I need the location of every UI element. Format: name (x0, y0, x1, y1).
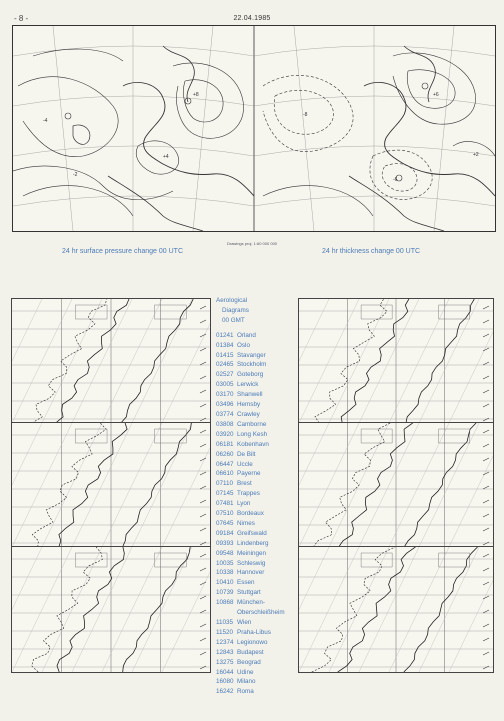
station-row (216, 598, 298, 608)
station-code: 16044 (216, 668, 234, 676)
station-name: Legionowo (237, 638, 268, 646)
station-row (216, 499, 298, 509)
station-code: 03170 (216, 391, 234, 399)
svg-text:+6: +6 (433, 92, 439, 98)
station-code: 07481 (216, 500, 234, 508)
station-row (216, 568, 298, 578)
station-row (216, 430, 298, 440)
svg-text:-2: -2 (73, 172, 78, 178)
station-row (216, 519, 298, 529)
svg-text:-4: -4 (43, 118, 48, 124)
sounding-diagram-panel (298, 298, 494, 424)
station-code: 07110 (216, 480, 234, 488)
station-code: 09393 (216, 539, 234, 547)
station-name: Nimes (237, 519, 255, 527)
list-title-line: Aerological (216, 297, 248, 304)
station-name: Schleswig (237, 559, 266, 567)
station-name: Shanwell (237, 391, 263, 399)
station-row (216, 479, 298, 489)
sounding-diagram-panel (298, 422, 494, 548)
station-name: Beograd (237, 658, 261, 666)
station-code: 02465 (216, 361, 234, 369)
station-name: Bordeaux (237, 510, 264, 518)
station-row (216, 450, 298, 460)
station-row (216, 380, 298, 390)
sounding-diagram-panel (11, 298, 211, 424)
right-map-caption: 24 hr thickness change 00 UTC (322, 248, 421, 255)
left-map-caption: 24 hr surface pressure change 00 UTC (62, 248, 184, 255)
station-name: Greifswald (237, 529, 267, 537)
synoptic-maps-graphic (13, 26, 495, 231)
station-name: Kobenhavn (237, 440, 269, 448)
station-code: 03920 (216, 430, 234, 438)
svg-text:+8: +8 (193, 92, 199, 98)
station-code: 03808 (216, 420, 234, 428)
station-row (216, 559, 298, 569)
station-row (216, 400, 298, 410)
station-row (216, 549, 298, 559)
station-code: 11035 (216, 619, 234, 626)
station-code: 10739 (216, 589, 234, 597)
station-name: Crawley (237, 410, 260, 418)
sounding-diagram-panel (11, 546, 211, 673)
station-code: 03496 (216, 401, 234, 409)
station-name: Orland (237, 331, 256, 339)
list-title-line: Diagrams (222, 306, 249, 314)
station-name: Milano (237, 678, 256, 686)
station-row (216, 677, 298, 687)
list-title-line: 00 GMT (222, 316, 245, 324)
station-code: 10868 (216, 599, 234, 607)
station-row (216, 360, 298, 370)
station-row (216, 370, 298, 380)
station-row (216, 341, 298, 351)
station-name: Trappes (237, 490, 260, 498)
station-code: 12843 (216, 648, 234, 656)
station-code: 06181 (216, 440, 234, 448)
station-code: 09184 (216, 529, 234, 537)
svg-text:-8: -8 (303, 112, 308, 118)
station-code: 07145 (216, 490, 234, 498)
station-name: Hannover (237, 569, 265, 577)
station-code: 11520 (216, 628, 234, 636)
station-code: 06610 (216, 470, 234, 478)
station-name: Hemsby (237, 401, 261, 409)
page-number: - 8 - (14, 14, 29, 23)
synoptic-maps-frame (12, 25, 496, 232)
station-name: Stuttgart (237, 589, 261, 597)
station-code: 12374 (216, 638, 234, 646)
station-row (216, 638, 298, 648)
station-row (216, 460, 298, 470)
station-code: 06447 (216, 460, 234, 468)
station-code: 09548 (216, 549, 234, 557)
station-code: 16242 (216, 688, 234, 696)
station-row (216, 628, 298, 638)
station-row (216, 648, 298, 658)
station-row (216, 687, 298, 697)
station-code: 10410 (216, 579, 234, 587)
station-code: 10035 (216, 559, 234, 567)
station-name: Payerne (237, 470, 261, 478)
map-scale: Drawings proj. 1:60 000 000 (226, 241, 278, 246)
station-code: 02527 (216, 371, 234, 379)
station-row (216, 331, 298, 341)
station-row (216, 588, 298, 598)
station-code (216, 608, 237, 618)
station-name: Roma (237, 688, 254, 696)
aerological-station-list (216, 296, 298, 697)
station-name: Praha-Libus (237, 628, 271, 636)
station-name: Essen (237, 579, 255, 587)
station-name: Uccle (237, 460, 253, 468)
station-row (216, 658, 298, 668)
station-name: München- (237, 599, 266, 607)
station-code: 01384 (216, 341, 234, 349)
station-name: Lindenberg (237, 539, 269, 547)
station-name: Oberschleißheim (237, 609, 285, 617)
page-date: 22.04.1985 (233, 15, 271, 22)
station-row (216, 539, 298, 549)
station-row (216, 509, 298, 519)
station-row (216, 608, 298, 618)
station-row (216, 668, 298, 678)
station-name: Oslo (237, 341, 250, 349)
station-name: Udine (237, 668, 254, 676)
station-code: 03005 (216, 381, 234, 389)
station-code: 01415 (216, 351, 234, 359)
station-name: Brest (237, 480, 252, 488)
station-code: 07510 (216, 510, 234, 518)
station-code: 06260 (216, 450, 234, 458)
station-row (216, 420, 298, 430)
station-name: Budapest (237, 648, 264, 656)
station-row (216, 469, 298, 479)
station-code: 13275 (216, 658, 234, 666)
station-row (216, 410, 298, 420)
station-name: Meiningen (237, 549, 267, 557)
station-code: 16080 (216, 678, 234, 686)
station-code: 07645 (216, 519, 234, 527)
station-row (216, 618, 298, 628)
station-code: 10338 (216, 569, 234, 577)
station-name: Stavanger (237, 351, 266, 359)
svg-text:+4: +4 (163, 154, 169, 160)
station-code: 03774 (216, 410, 234, 418)
sounding-diagram-panel (11, 422, 211, 548)
station-row (216, 578, 298, 588)
station-name: Goteborg (237, 371, 264, 379)
station-name: Wien (237, 619, 252, 626)
station-row (216, 529, 298, 539)
station-row (216, 489, 298, 499)
station-name: De Bilt (237, 450, 256, 458)
station-name: Stockholm (237, 361, 267, 369)
station-name: Long Kesh (237, 430, 268, 438)
station-code: 01241 (216, 331, 234, 339)
station-row (216, 440, 298, 450)
svg-text:+2: +2 (473, 152, 479, 158)
sounding-diagram-panel (298, 546, 494, 673)
station-name: Lyon (237, 500, 251, 508)
station-row (216, 390, 298, 400)
svg-text:-6: -6 (393, 177, 398, 183)
station-row (216, 351, 298, 361)
station-name: Camborne (237, 420, 267, 428)
station-name: Lerwick (237, 381, 259, 389)
